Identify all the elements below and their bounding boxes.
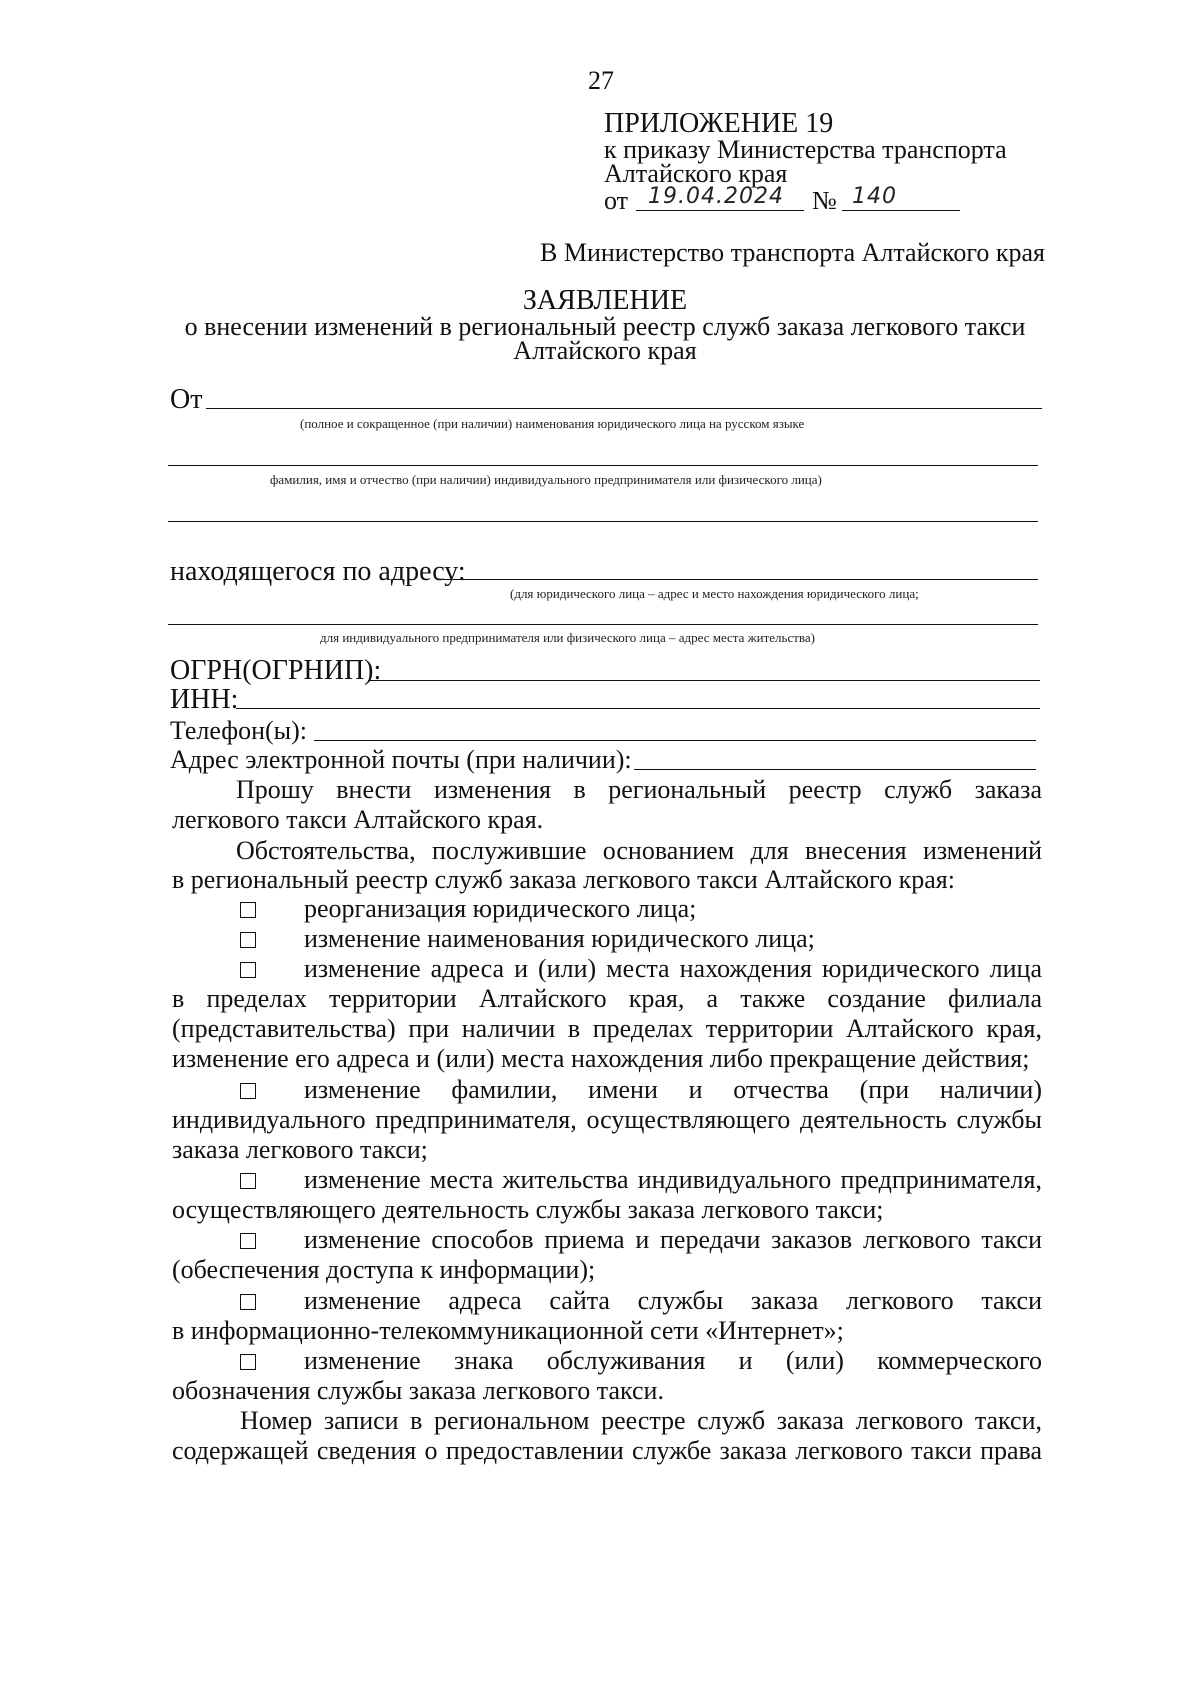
email-label: Адрес электронной почты (при наличии): (170, 745, 632, 774)
item-trademark-l1: изменение знака обслуживания и (или) коммерческого (304, 1346, 1042, 1375)
circumstances-line-1: Обстоятельства, послужившие основанием для внесения изменений (236, 836, 1042, 865)
appendix-date: 19.04.2024 (648, 184, 784, 209)
appendix-number: 140 (852, 184, 897, 209)
document-subtitle-1: о внесении изменений в региональный реестр служб заказа легкового такси (184, 312, 1026, 341)
checkbox-trademark-change[interactable] (240, 1354, 256, 1370)
appendix-date-prefix: от (604, 186, 629, 215)
appendix-line1: к приказу Министерства транспорта (604, 135, 1007, 164)
item-residence-change-l2: осуществляющего деятельность службы заказа легкового такси; (172, 1195, 884, 1224)
item-address-change-l3: (представительства) при наличии в пределах территории Алтайского края, (172, 1014, 1042, 1043)
ogrn-field[interactable] (368, 680, 1040, 681)
item-website-l1: изменение адреса сайта службы заказа легкового такси (304, 1286, 1042, 1315)
item-reorganization: реорганизация юридического лица; (304, 894, 697, 923)
checkbox-address-change[interactable] (240, 962, 256, 978)
addressee: В Министерство транспорта Алтайского края (540, 238, 1045, 267)
address-field[interactable] (440, 579, 1038, 580)
item-address-change-l2: в пределах территории Алтайского края, а также создание филиала (172, 984, 1042, 1013)
from-person-name-field[interactable] (168, 465, 1038, 466)
hint-address-legal: (для юридического лица – адрес и место нахождения юридического лица; (510, 586, 919, 601)
record-line-2: содержащей сведения о предоставлении службе заказа легкового такси права (172, 1436, 1042, 1465)
email-field[interactable] (634, 769, 1036, 770)
checkbox-name-change[interactable] (240, 932, 256, 948)
date-underline (636, 210, 804, 211)
inn-label: ИНН: (170, 684, 239, 715)
item-residence-change-l1: изменение места жительства индивидуального предпринимателя, (304, 1165, 1042, 1194)
hint-person-name: фамилия, имя и отчество (при наличии) индивидуального предпринимателя или физического лица) (270, 472, 822, 487)
checkbox-fio-change[interactable] (240, 1083, 256, 1099)
item-trademark-l2: обозначения службы заказа легкового такси. (172, 1376, 664, 1405)
page-number: 27 (588, 66, 614, 95)
request-line-2: легкового такси Алтайского края. (172, 805, 544, 834)
phone-label: Телефон(ы): (170, 716, 308, 745)
item-name-change: изменение наименования юридического лица; (304, 924, 815, 953)
item-fio-change-l2: индивидуального предпринимателя, осуществляющего деятельность службы (172, 1105, 1042, 1134)
phone-field[interactable] (314, 740, 1036, 741)
checkbox-residence-change[interactable] (240, 1173, 256, 1189)
checkbox-reorganization[interactable] (240, 902, 256, 918)
address-label: находящегося по адресу: (170, 556, 466, 587)
checkbox-order-methods-change[interactable] (240, 1233, 256, 1249)
item-fio-change-l1: изменение фамилии, имени и отчества (при наличии) (304, 1075, 1042, 1104)
circumstances-line-2: в региональный реестр служб заказа легкового такси Алтайского края: (172, 865, 955, 894)
address-field-2[interactable] (168, 624, 1038, 625)
ogrn-label: ОГРН(ОГРНИП): (170, 655, 382, 686)
document-subtitle-2: Алтайского края (513, 336, 697, 365)
appendix-title: ПРИЛОЖЕНИЕ 19 (604, 108, 834, 139)
checkbox-website-change[interactable] (240, 1294, 256, 1310)
from-label: От (170, 384, 203, 415)
from-extra-field[interactable] (168, 521, 1038, 522)
hint-address-person: для индивидуального предпринимателя или физического лица – адрес места жительства) (320, 630, 815, 645)
appendix-number-prefix: № (812, 186, 837, 215)
item-website-l2: в информационно-телекоммуникационной сети «Интернет»; (172, 1316, 844, 1345)
record-line-1: Номер записи в региональном реестре служб заказа легкового такси, (240, 1406, 1042, 1435)
document-title: ЗАЯВЛЕНИЕ (522, 285, 688, 316)
item-order-methods-l1: изменение способов приема и передачи заказов легкового такси (304, 1225, 1042, 1254)
item-address-change-l1: изменение адреса и (или) места нахождения юридического лица (304, 954, 1042, 983)
item-fio-change-l3: заказа легкового такси; (172, 1135, 428, 1164)
appendix-line2: Алтайского края (604, 159, 788, 188)
item-order-methods-l2: (обеспечения доступа к информации); (172, 1255, 596, 1284)
from-legal-name-field[interactable] (206, 408, 1042, 409)
inn-field[interactable] (236, 708, 1040, 709)
request-line-1: Прошу внести изменения в региональный реестр служб заказа (236, 775, 1042, 804)
number-underline (842, 210, 960, 211)
hint-legal-name: (полное и сокращенное (при наличии) наименования юридического лица на русском языке (300, 416, 805, 431)
item-address-change-l4: изменение его адреса и (или) места нахождения либо прекращение действия; (172, 1044, 1030, 1073)
